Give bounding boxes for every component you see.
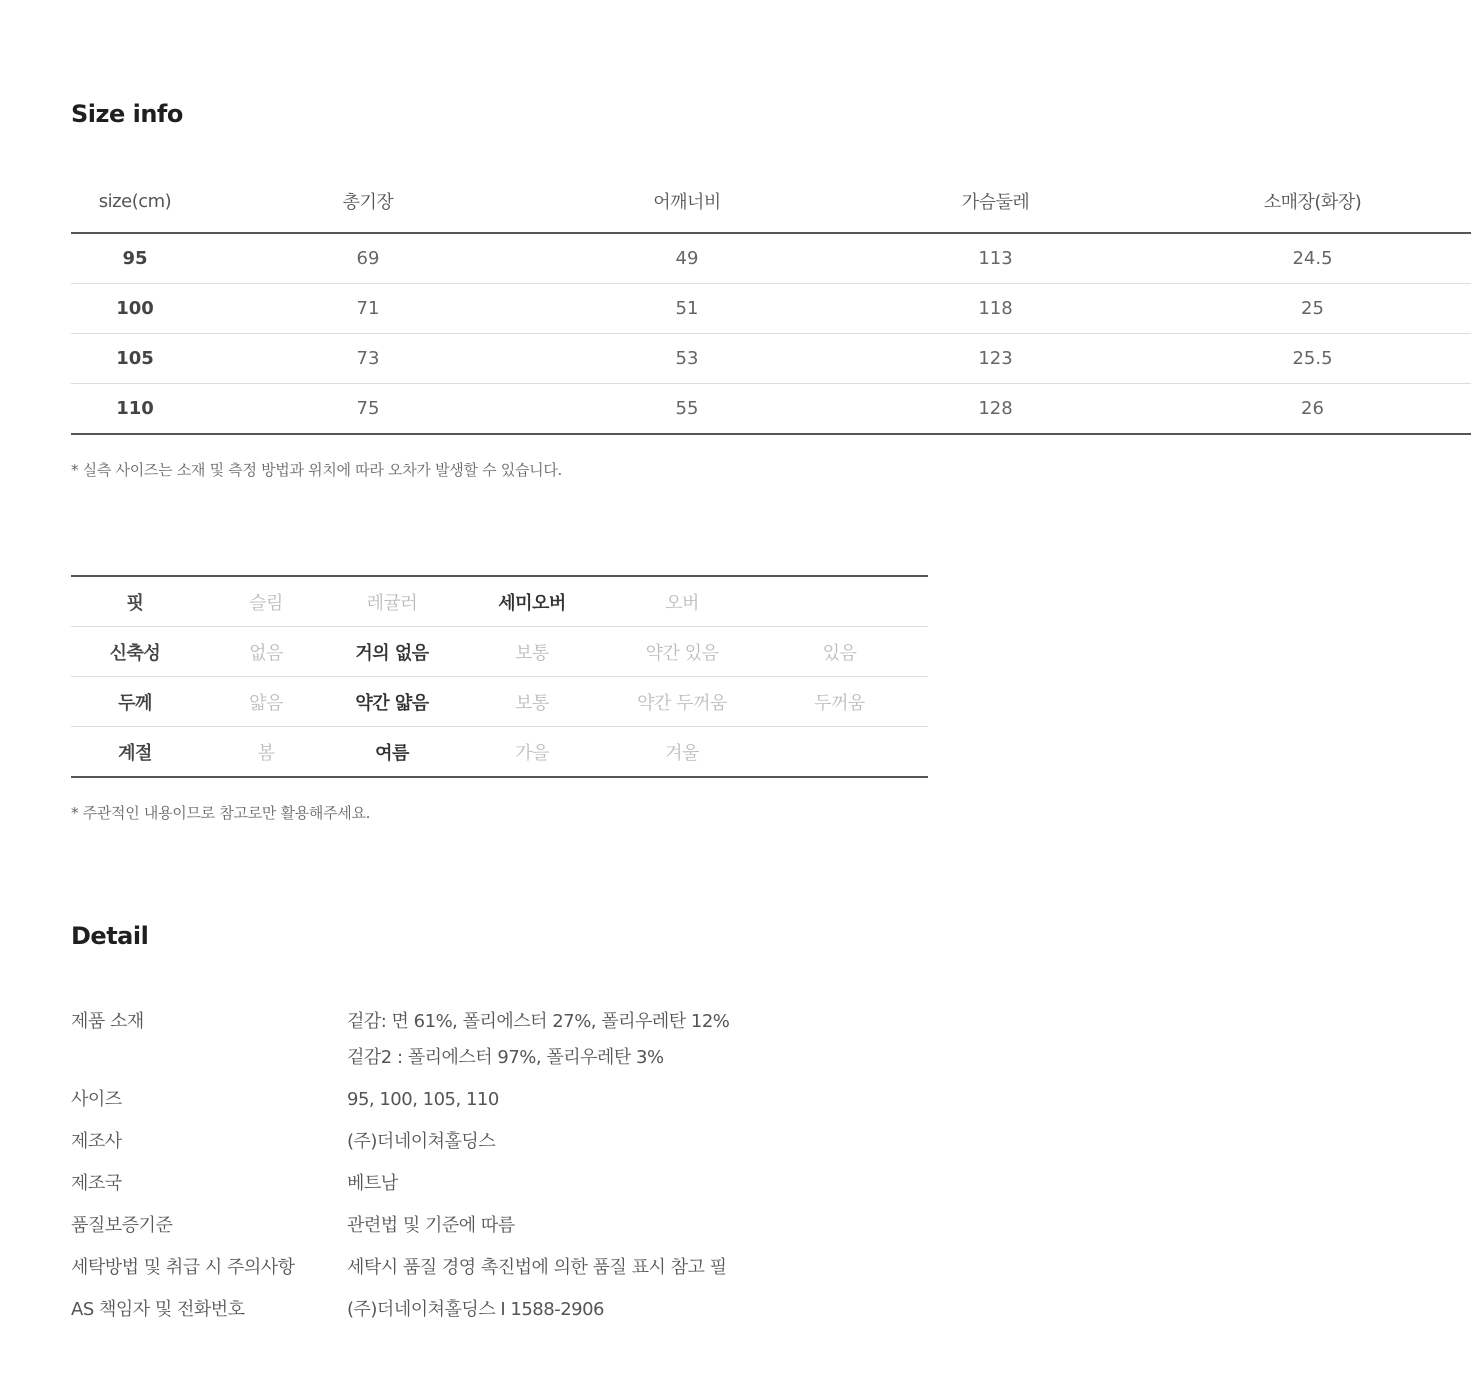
- detail-value: [347, 1212, 928, 1240]
- table-cell: 49: [537, 233, 837, 284]
- fit-row-label: 핏: [71, 576, 199, 627]
- detail-value: [347, 1008, 928, 1072]
- detail-row-as: [71, 1296, 928, 1324]
- fit-option: 약간 있음: [613, 627, 751, 677]
- detail-value-line: (주)더네이쳐홀딩스 I 1588-2906: [347, 1299, 605, 1320]
- fit-option: 세미오버: [451, 576, 613, 627]
- fit-option: 두꺼움: [751, 677, 928, 727]
- detail-value: [347, 1128, 928, 1156]
- detail-title: Detail: [71, 922, 149, 950]
- fit-option: 있음: [751, 627, 928, 677]
- total-length-header: 총기장: [199, 170, 537, 233]
- fit-row-thickness: [71, 677, 928, 727]
- detail-value-line: 관련법 및 기준에 따름: [347, 1215, 515, 1236]
- fit-option: 레귤러: [333, 576, 451, 627]
- table-row: [71, 334, 1471, 384]
- fit-option: 보통: [451, 677, 613, 727]
- detail-value-line: 세탁시 품질 경영 촉진법에 의한 품질 표시 참고 필: [347, 1257, 727, 1278]
- fit-row-label: 계절: [118, 742, 152, 764]
- size-table: [71, 170, 1471, 435]
- size-cell: 100: [71, 284, 199, 334]
- table-cell: 128: [837, 384, 1154, 435]
- size-table-header-row: [71, 170, 1471, 233]
- fit-option: [751, 576, 928, 627]
- fit-option: 약간 두꺼움: [613, 677, 751, 727]
- fit-row-season: [71, 727, 928, 778]
- fit-row-fit: [71, 576, 928, 627]
- table-cell: 71: [199, 284, 537, 334]
- detail-value: [347, 1254, 928, 1282]
- size-cell: 95: [71, 233, 199, 284]
- table-cell: 75: [199, 384, 537, 435]
- detail-list: [71, 1008, 928, 1338]
- detail-label: 제품 소재: [71, 1011, 144, 1032]
- table-cell: 118: [837, 284, 1154, 334]
- size-cell: 110: [71, 384, 199, 435]
- detail-value-line: 겉감: 면 61%, 폴리에스터 27%, 폴리우레탄 12%: [347, 1011, 730, 1032]
- table-cell: 73: [199, 334, 537, 384]
- detail-value-line: (주)더네이쳐홀딩스: [347, 1131, 496, 1152]
- fit-option: 슬림: [199, 576, 333, 627]
- fit-option: 봄: [257, 742, 275, 764]
- table-cell: 53: [537, 334, 837, 384]
- table-row: [71, 384, 1471, 435]
- table-cell: 69: [199, 233, 537, 284]
- fit-row-stretch: [71, 627, 928, 677]
- detail-row-country: [71, 1170, 928, 1198]
- detail-value: [347, 1086, 928, 1114]
- table-cell: 24.5: [1154, 233, 1471, 284]
- table-cell: 25.5: [1154, 334, 1471, 384]
- detail-row-manufacturer: [71, 1128, 928, 1156]
- detail-label: 품질보증기준: [71, 1215, 173, 1236]
- detail-value: [347, 1296, 928, 1324]
- fit-table: [71, 575, 928, 778]
- table-cell: 25: [1154, 284, 1471, 334]
- fit-option: 없음: [199, 627, 333, 677]
- fit-option: 약간 얇음: [333, 677, 451, 727]
- size-info-title: Size info: [71, 100, 183, 128]
- detail-row-material: [71, 1008, 928, 1072]
- detail-label: 제조사: [71, 1131, 122, 1152]
- fit-note: * 주관적인 내용이므로 참고로만 활용해주세요.: [71, 804, 371, 822]
- fit-option: [751, 727, 928, 778]
- detail-row-quality: [71, 1212, 928, 1240]
- fit-option: 거의 없음: [333, 627, 451, 677]
- fit-option: 여름: [375, 742, 409, 764]
- detail-label: 사이즈: [71, 1089, 122, 1110]
- table-cell: 26: [1154, 384, 1471, 435]
- detail-row-care: [71, 1254, 928, 1282]
- detail-value: [347, 1170, 928, 1198]
- shoulder-width-header: 어깨너비: [537, 170, 837, 233]
- table-row: [71, 233, 1471, 284]
- sleeve-length-header: 소매장(화장): [1154, 170, 1471, 233]
- size-cell: 105: [71, 334, 199, 384]
- chest-header: 가슴둘레: [837, 170, 1154, 233]
- detail-label: AS 책임자 및 전화번호: [71, 1299, 245, 1320]
- table-cell: 123: [837, 334, 1154, 384]
- table-cell: 55: [537, 384, 837, 435]
- fit-option: 보통: [451, 627, 613, 677]
- fit-option: 겨울: [665, 742, 699, 764]
- detail-value-line: 겉감2 : 폴리에스터 97%, 폴리우레탄 3%: [347, 1047, 664, 1068]
- size-note: * 실측 사이즈는 소재 및 측정 방법과 위치에 따라 오차가 발생할 수 있습니다.: [71, 461, 562, 479]
- detail-label: 세탁방법 및 취급 시 주의사항: [71, 1257, 295, 1278]
- fit-option: 얇음: [199, 677, 333, 727]
- size-header: size(cm): [71, 170, 199, 233]
- table-cell: 51: [537, 284, 837, 334]
- table-cell: 113: [837, 233, 1154, 284]
- detail-value-line: 95, 100, 105, 110: [347, 1089, 499, 1110]
- fit-row-label: 두께: [71, 677, 199, 727]
- table-row: [71, 284, 1471, 334]
- fit-row-label: 신축성: [71, 627, 199, 677]
- detail-row-size: [71, 1086, 928, 1114]
- fit-option: 오버: [613, 576, 751, 627]
- fit-option: 가을: [515, 742, 549, 764]
- detail-label: 제조국: [71, 1173, 122, 1194]
- detail-value-line: 베트남: [347, 1173, 398, 1194]
